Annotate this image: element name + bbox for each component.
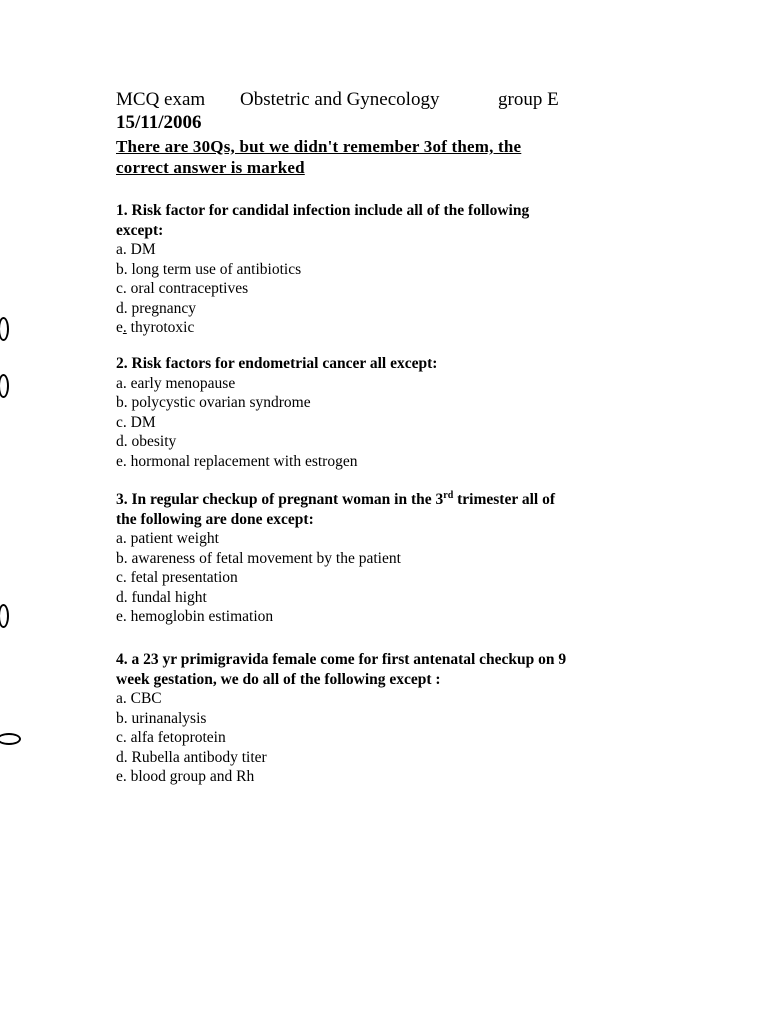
question-2	[116, 354, 656, 471]
option-d: d. fundal hight	[116, 588, 207, 606]
question-stem: 2. Risk factors for endometrial cancer all except:	[116, 355, 438, 372]
option-b: b. polycystic ovarian syndrome	[116, 394, 311, 411]
question-4	[116, 650, 656, 787]
answer-marker-q1	[0, 317, 9, 341]
option-a: a. DM	[116, 241, 156, 258]
question-stem	[116, 490, 656, 529]
exam-header	[116, 88, 676, 178]
option-d: d. Rubella antibody titer	[116, 748, 267, 766]
option-d: d. obesity	[116, 433, 177, 450]
ordinal-superscript: rd	[443, 490, 454, 501]
answer-marker-q3	[0, 604, 9, 628]
option-a: a. patient weight	[116, 530, 219, 547]
question-stem-line-2: except:	[116, 221, 164, 239]
exam-note-line-1: There are 30Qs, but we didn't remember 3of them, the	[116, 137, 522, 156]
option-e: e. blood group and Rh	[116, 768, 255, 785]
stem-text-cont: trimester all of	[453, 491, 555, 508]
option-e: e. hormonal replacement with estrogen	[116, 452, 358, 470]
option-c: c. alfa fetoprotein	[116, 729, 226, 746]
option-a: a. CBC	[116, 690, 162, 707]
answer-marker-q4	[0, 733, 21, 745]
question-stem-line-2: week gestation, we do all of the following except :	[116, 670, 441, 688]
exam-note	[116, 136, 676, 178]
option-e-text: thyrotoxic	[126, 319, 195, 336]
answer-marker-q2	[0, 374, 9, 398]
question-stem	[116, 650, 656, 689]
stem-text: 3. In regular checkup of pregnant woman in the 3	[116, 491, 444, 508]
option-e-underlined-mark: .	[122, 319, 127, 336]
question-stem-line-1: 1. Risk factor for candidal infection include all of the following	[116, 202, 530, 219]
question-stem	[116, 201, 656, 240]
exam-label: MCQ exam	[116, 89, 206, 110]
exam-date: 15/11/2006	[116, 112, 202, 133]
option-e: e. hemoglobin estimation	[116, 608, 274, 625]
option-e	[116, 318, 656, 338]
option-d: d. pregnancy	[116, 299, 197, 317]
option-c: c. fetal presentation	[116, 569, 238, 586]
question-3	[116, 490, 656, 627]
option-e-prefix: e	[116, 319, 123, 336]
option-b: b. urinanalysis	[116, 709, 207, 727]
question-stem-line-1	[116, 490, 656, 510]
exam-subject: Obstetric and Gynecology	[240, 89, 440, 110]
option-c: c. DM	[116, 413, 156, 431]
option-c: c. oral contraceptives	[116, 280, 249, 297]
option-a: a. early menopause	[116, 374, 236, 392]
option-b: b. awareness of fetal movement by the patient	[116, 549, 401, 567]
option-b: b. long term use of antibiotics	[116, 260, 302, 278]
question-stem-line-2: the following are done except:	[116, 510, 314, 528]
exam-note-line-2: correct answer is marked	[116, 158, 305, 177]
question-1	[116, 201, 656, 338]
title-line	[116, 88, 676, 112]
question-stem-line-1: 4. a 23 yr primigravida female come for first antenatal checkup on 9	[116, 651, 567, 668]
exam-group: group E	[498, 89, 559, 110]
